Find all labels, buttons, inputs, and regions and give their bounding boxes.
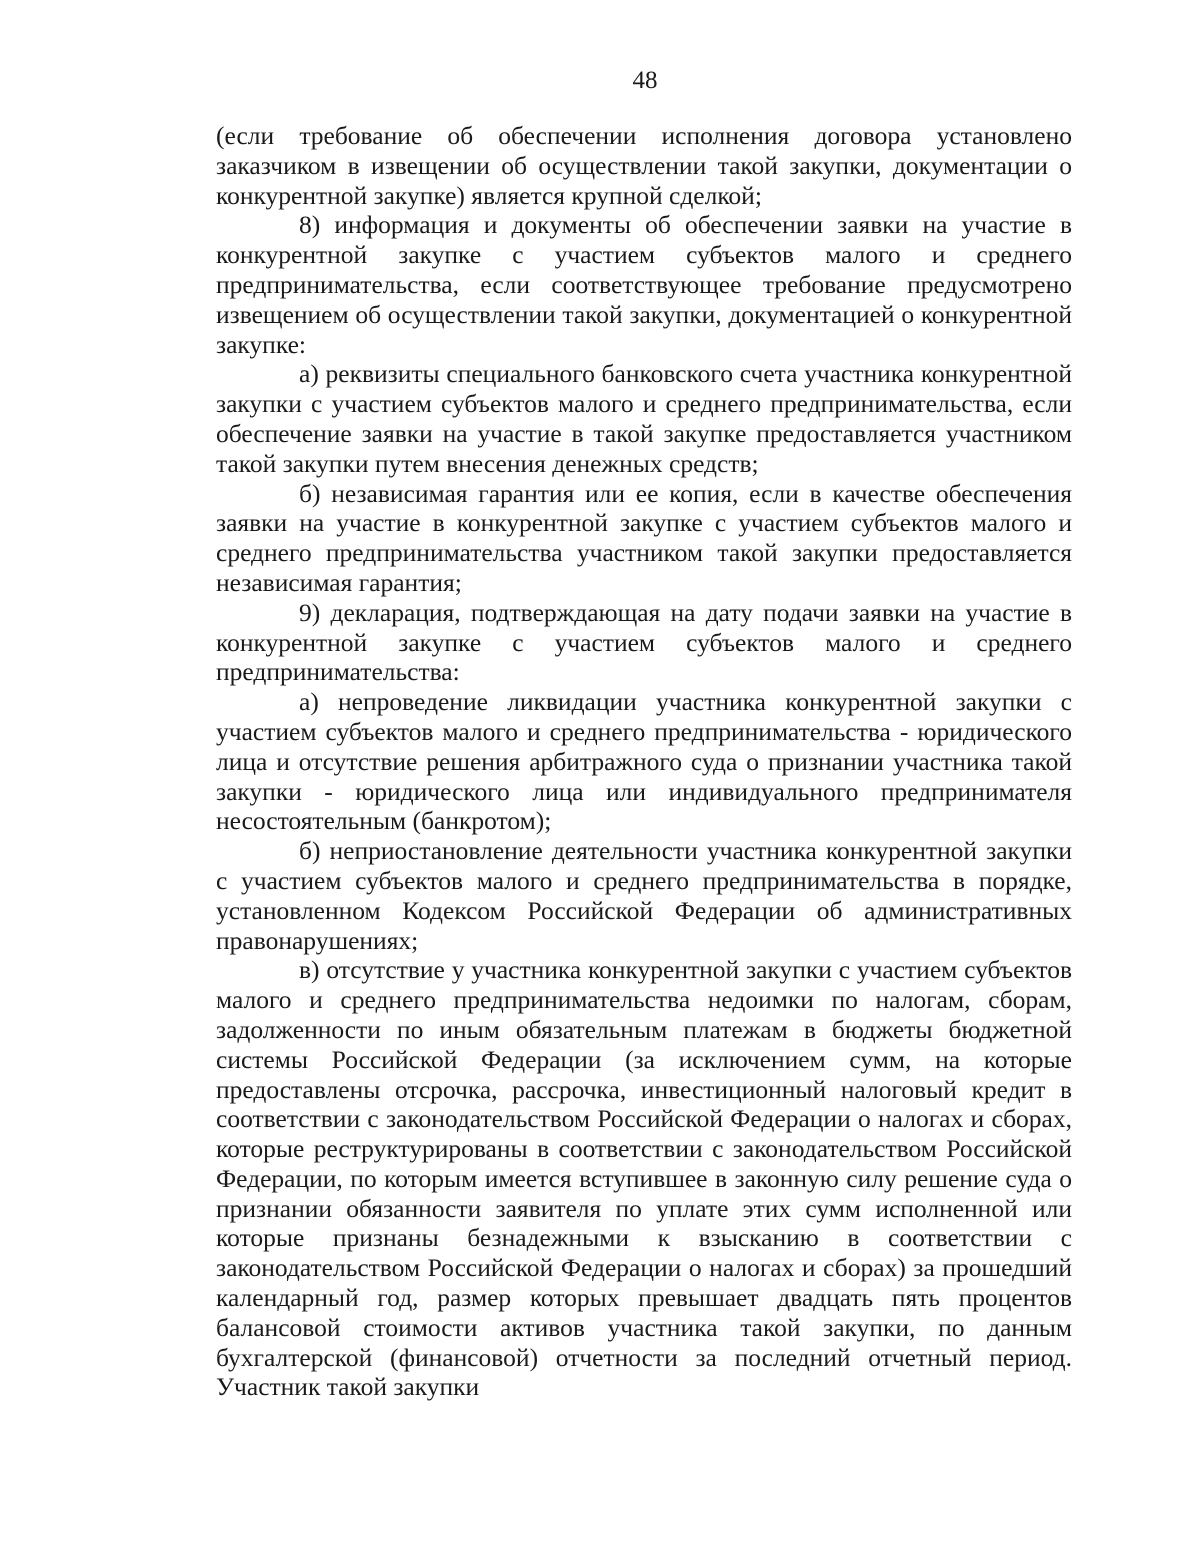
paragraph-item-8-b: б) независимая гарантия или ее копия, если в качестве обеспечения заявки на участие в конкурентной закупке с участием субъектов малого и среднего предпринимательства участником такой закупки предоставляется независимая гарантия; bbox=[216, 478, 1072, 597]
paragraph-item-9: 9) декларация, подтверждающая на дату подачи заявки на участие в конкурентной закупке с участием субъектов малого и среднего предпринимательства: bbox=[216, 597, 1072, 687]
paragraph-item-9-a: а) непроведение ликвидации участника конкурентной закупки с участием субъектов малого и среднего предпринимательства - юридического лица и отсутствие решения арбитражного суда о признании участника такой закупки - юридического лица или индивидуального предпринимателя несостоятельным (банкротом); bbox=[216, 687, 1072, 836]
paragraph-continuation: (если требование об обеспечении исполнения договора установлено заказчиком в извещении об осуществлении такой закупки, документации о конкурентной закупке) является крупной сделкой; bbox=[216, 121, 1072, 210]
document-body bbox=[216, 121, 1072, 1402]
paragraph-item-8: 8) информация и документы об обеспечении заявки на участие в конкурентной закупке с участием субъектов малого и среднего предпринимательства, если соответствующее требование предусмотрено извещением об осуществлении такой закупки, документацией о конкурентной закупке: bbox=[216, 210, 1072, 359]
paragraph-item-8-a: а) реквизиты специального банковского счета участника конкурентной закупки с участием субъектов малого и среднего предпринимательства, если обеспечение заявки на участие в такой закупке предоставляется участником такой закупки путем внесения денежных средств; bbox=[216, 359, 1072, 478]
page-number: 48 bbox=[632, 67, 658, 94]
paragraph-item-9-b: б) неприостановление деятельности участника конкурентной закупки с участием субъектов малого и среднего предпринимательства в порядке, установленном Кодексом Российской Федерации об административных правонарушениях; bbox=[216, 836, 1072, 955]
paragraph-item-9-v: в) отсутствие у участника конкурентной закупки с участием субъектов малого и среднего предпринимательства недоимки по налогам, сборам, задолженности по иным обязательным платежам в бюджеты бюджетной системы Российской Федерации (за исключением сумм, на которые предоставлены отсрочка, рассрочка, инвестиционный налоговый кредит в соответствии с законодательством Российской Федерации о налогах и сборах, которые реструктурированы в соответствии с законодательством Российской Федерации, по которым имеется вступившее в законную силу решение суда о признании обязанности заявителя по уплате этих сумм исполненной или которые признаны безнадежными к взысканию в соответствии с законодательством Российской Федерации о налогах и сборах) за прошедший календарный год, размер которых превышает двадцать пять процентов балансовой стоимости активов участника такой закупки, по данным бухгалтерской (финансовой) отчетности за последний отчетный период. Участник такой закупки bbox=[216, 955, 1072, 1402]
